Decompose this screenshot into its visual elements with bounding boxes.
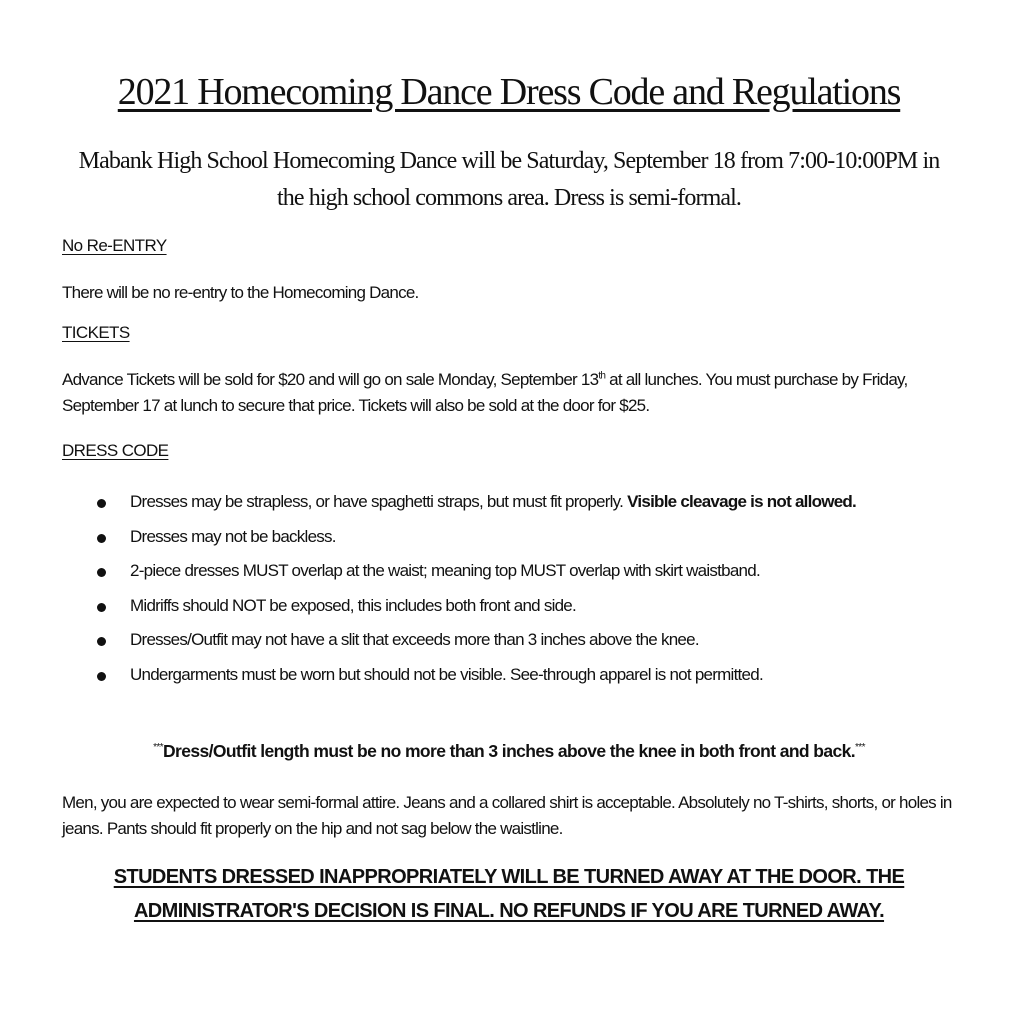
tickets-text-part2: at all lunches. You must purchase by Friday, September 17 at lunch to secure that price. Tickets will also be sold at the door for $25.	[62, 370, 908, 415]
bullet-icon	[97, 672, 106, 681]
tickets-heading: TICKETS	[62, 323, 130, 342]
length-rule	[0, 741, 1018, 762]
dress-code-rule	[0, 627, 920, 653]
tickets-text-part1: Advance Tickets will be sold for $20 and will go on sale Monday, September 13	[62, 370, 599, 389]
dress-code-rule	[0, 558, 920, 584]
bullet-icon	[97, 534, 106, 543]
asterisks-prefix: ***	[153, 742, 163, 754]
rule-text: Dresses may be strapless, or have spaghetti straps, but must fit properly.	[130, 492, 628, 511]
dress-code-list	[0, 489, 1018, 696]
warning-notice: STUDENTS DRESSED INAPPROPRIATELY WILL BE TURNED AWAY AT THE DOOR. THE ADMINISTRATOR'S DECISION IS FINAL. NO REFUNDS IF YOU ARE TURNED AWAY.	[113, 866, 905, 922]
ordinal-suffix: th	[598, 370, 606, 382]
tickets-text	[62, 367, 957, 419]
rule-text: Dresses/Outfit may not have a slit that exceeds more than 3 inches above the knee.	[130, 630, 699, 649]
asterisks-suffix: ***	[855, 742, 865, 754]
rule-text: Dresses may not be backless.	[130, 526, 336, 546]
rule-emphasis: Visible cleavage is not allowed.	[627, 492, 857, 511]
dress-code-heading: DRESS CODE	[62, 441, 169, 460]
reentry-heading: No Re-ENTRY	[62, 236, 167, 255]
rule-text: Midriffs should NOT be exposed, this includes both front and side.	[130, 595, 576, 615]
length-rule-text: Dress/Outfit length must be no more than 3 inches above the knee in both front and back.	[162, 741, 856, 761]
dress-code-rule	[0, 662, 920, 688]
bullet-icon	[97, 603, 106, 612]
dress-code-rule	[0, 524, 920, 550]
reentry-text: There will be no re-entry to the Homecoming Dance.	[62, 283, 419, 302]
rule-text: Undergarments must be worn but should not be visible. See-through apparel is not permitted.	[130, 664, 763, 684]
men-attire-text: Men, you are expected to wear semi-formal attire. Jeans and a collared shirt is acceptable. Absolutely no T-shirts, shorts, or holes in jeans. Pants should fit properly on the hip and not sag below the waistline.	[62, 793, 952, 838]
dress-code-rule	[0, 489, 920, 515]
dress-code-rule	[0, 593, 920, 619]
rule-text: 2-piece dresses MUST overlap at the waist; meaning top MUST overlap with skirt waistband.	[130, 561, 760, 580]
bullet-icon	[97, 637, 106, 646]
bullet-icon	[97, 568, 106, 577]
bullet-icon	[97, 499, 106, 508]
page-title: 2021 Homecoming Dance Dress Code and Regulations	[117, 71, 901, 113]
event-summary: Mabank High School Homecoming Dance will be Saturday, September 18 from 7:00-10:00PM in the high school commons area. Dress is semi-formal.	[78, 148, 940, 211]
